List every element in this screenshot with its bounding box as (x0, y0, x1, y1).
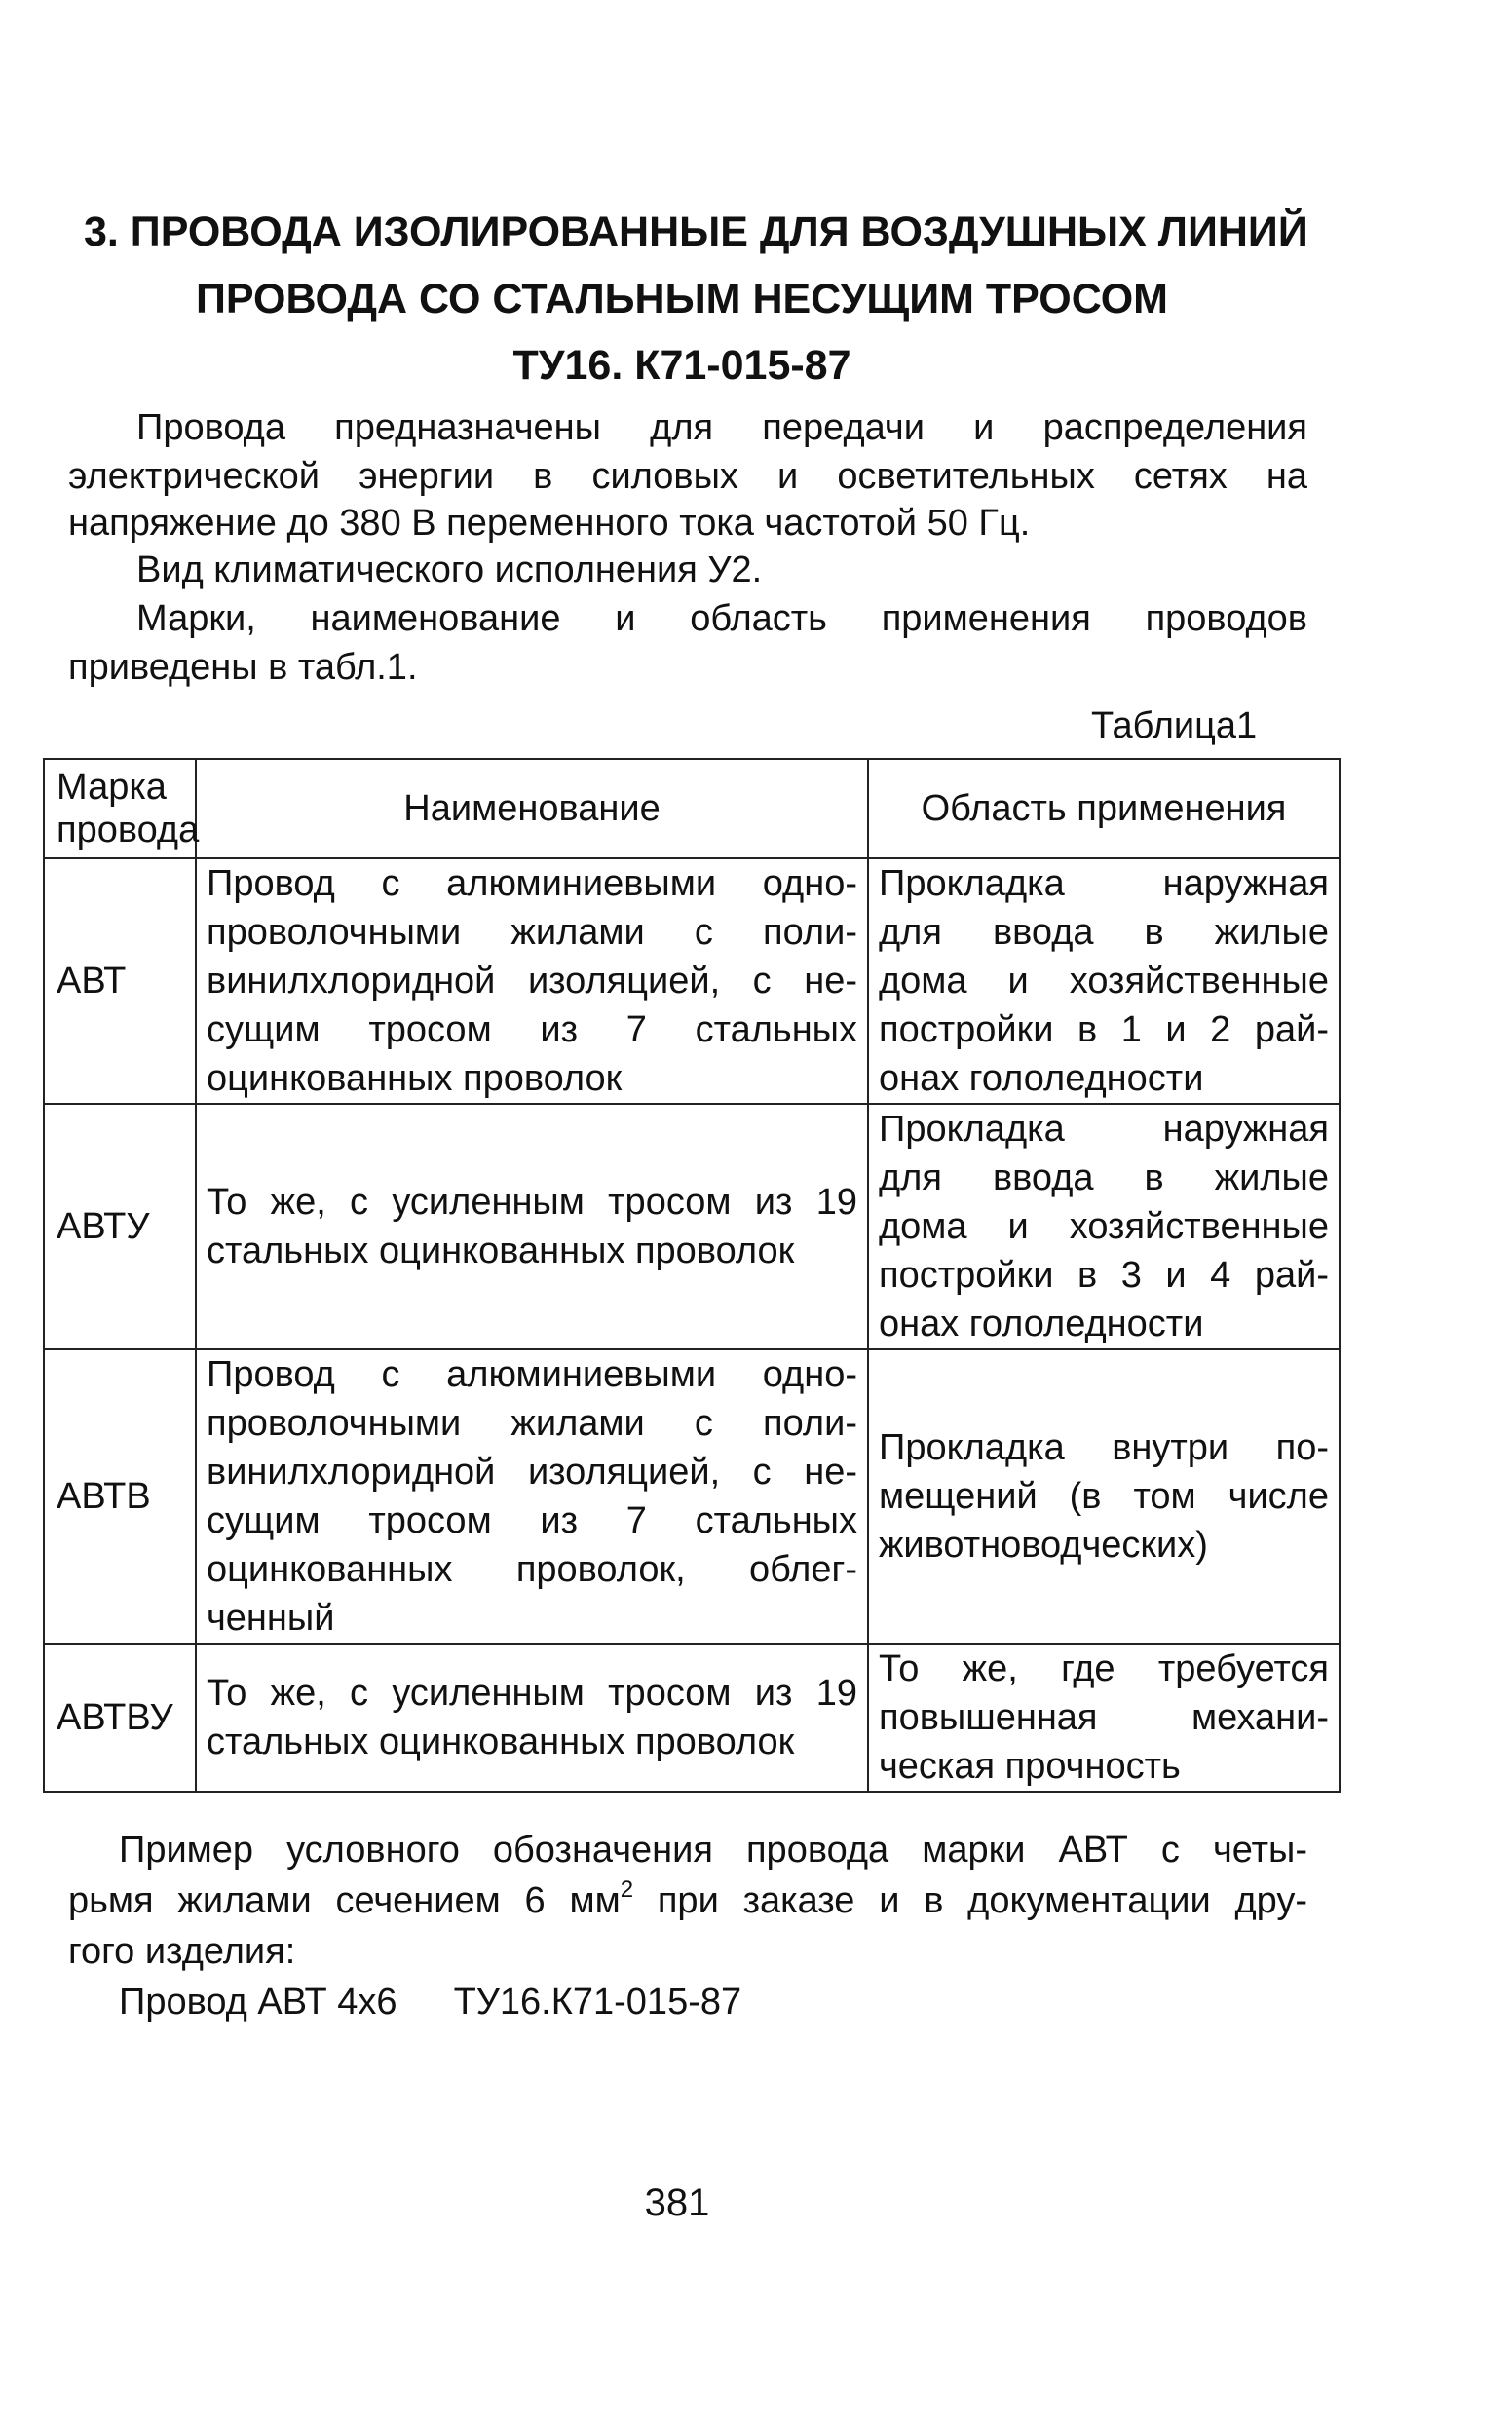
application-area-cell (868, 1644, 1340, 1792)
wire-name-line: проволочными жилами с поли- (207, 912, 857, 953)
wire-name-cell (196, 1349, 868, 1644)
application-area-line: онах гололедности (879, 1058, 1204, 1099)
example-text-line (68, 1878, 1307, 1923)
designation-standard: ТУ16.К71-015-87 (453, 1982, 742, 2023)
application-area-line: для ввода в жилые (879, 912, 1329, 953)
wire-name-cell (196, 1644, 868, 1792)
table-reference-line: Марки, наименование и область применения проводов (136, 598, 1307, 639)
wire-brand-cell: АВТВУ (44, 1644, 196, 1792)
wire-brand-cell: АВТУ (44, 1104, 196, 1349)
application-area-line: мещений (в том числе (879, 1476, 1329, 1517)
example-text-part: при заказе и в документации дру- (633, 1880, 1307, 1921)
wire-name-line: винилхлоридной изоляцией, с не- (207, 961, 857, 1002)
wire-brand-cell: АВТ (44, 858, 196, 1104)
section-standard: ТУ16. К71-015-87 (512, 342, 851, 389)
table-reference-line: приведены в табл.1. (68, 647, 418, 688)
climate-version-text: Вид климатического исполнения У2. (136, 549, 763, 590)
application-area-line: постройки в 3 и 4 рай- (879, 1255, 1329, 1296)
example-text-part: рьмя жилами сечением 6 мм (68, 1880, 621, 1921)
intro-paragraph-line: напряжение до 380 В переменного тока частотой 50 Гц. (68, 503, 1031, 544)
table-caption: Таблица1 (1091, 705, 1258, 746)
table-header-row (44, 759, 1340, 858)
wire-name-line: стальных оцинкованных проволок (207, 1230, 795, 1271)
application-area-line: дома и хозяйственные (879, 1206, 1329, 1247)
section-title: 3. ПРОВОДА ИЗОЛИРОВАННЫЕ ДЛЯ ВОЗДУШНЫХ ЛИНИЙ (84, 208, 1308, 255)
wire-name-line: винилхлоридной изоляцией, с не- (207, 1452, 857, 1493)
example-designation (119, 1980, 741, 2025)
designation-wire: Провод АВТ 4х6 (119, 1982, 397, 2023)
page-number: 381 (644, 2181, 710, 2224)
application-area-line: Прокладка наружная (879, 863, 1329, 904)
wire-name-line: Провод с алюминиевыми одно- (207, 863, 857, 904)
application-area-line: Прокладка наружная (879, 1109, 1329, 1150)
column-header-brand-line: провода (57, 810, 200, 851)
application-area-line: То же, где требуется (879, 1648, 1329, 1689)
wire-name-cell (196, 1104, 868, 1349)
table-body (44, 858, 1340, 1792)
application-area-line: ческая прочность (879, 1746, 1181, 1787)
application-area-cell (868, 858, 1340, 1104)
wire-name-line: сущим тросом из 7 стальных (207, 1009, 857, 1050)
table-row (44, 1644, 1340, 1792)
application-area-line: животноводческих) (879, 1525, 1208, 1566)
table-row (44, 1349, 1340, 1644)
wire-name-line: Провод с алюминиевыми одно- (207, 1354, 857, 1395)
application-area-line: для ввода в жилые (879, 1157, 1329, 1198)
application-area-line: постройки в 1 и 2 рай- (879, 1009, 1329, 1050)
example-text-line: гого изделия: (68, 1931, 296, 1972)
wire-name-line: оцинкованных проволок, облег- (207, 1549, 857, 1590)
application-area-cell (868, 1349, 1340, 1644)
wire-name-cell (196, 858, 868, 1104)
column-header-name: Наименование (196, 759, 868, 858)
application-area-line: Прокладка внутри по- (879, 1427, 1329, 1468)
wire-name-line: То же, с усиленным тросом из 19 (207, 1673, 857, 1714)
column-header-brand-line: Марка (57, 767, 167, 808)
superscript-square: 2 (620, 1876, 634, 1904)
wire-specification-table (43, 758, 1341, 1793)
intro-paragraph-line: электрической энергии в силовых и осветительных сетях на (68, 456, 1307, 497)
application-area-line: дома и хозяйственные (879, 961, 1329, 1002)
table-row (44, 1104, 1340, 1349)
section-subtitle: ПРОВОДА СО СТАЛЬНЫМ НЕСУЩИМ ТРОСОМ (196, 276, 1168, 322)
example-text-line: Пример условного обозначения провода марки АВТ с четы- (119, 1830, 1307, 1871)
wire-name-line: оцинкованных проволок (207, 1058, 623, 1099)
wire-name-line: проволочными жилами с поли- (207, 1403, 857, 1444)
application-area-cell (868, 1104, 1340, 1349)
column-header-brand (44, 759, 200, 858)
wire-brand-cell: АВТВ (44, 1349, 196, 1644)
application-area-line: повышенная механи- (879, 1697, 1329, 1738)
wire-name-line: стальных оцинкованных проволок (207, 1722, 795, 1762)
table-row (44, 858, 1340, 1104)
column-header-area: Область применения (868, 759, 1340, 858)
application-area-line: онах гололедности (879, 1304, 1204, 1344)
wire-name-line: сущим тросом из 7 стальных (207, 1500, 857, 1541)
wire-name-line: ченный (207, 1598, 335, 1639)
intro-paragraph-line: Провода предназначены для передачи и распределения (136, 407, 1307, 448)
wire-name-line: То же, с усиленным тросом из 19 (207, 1182, 857, 1223)
